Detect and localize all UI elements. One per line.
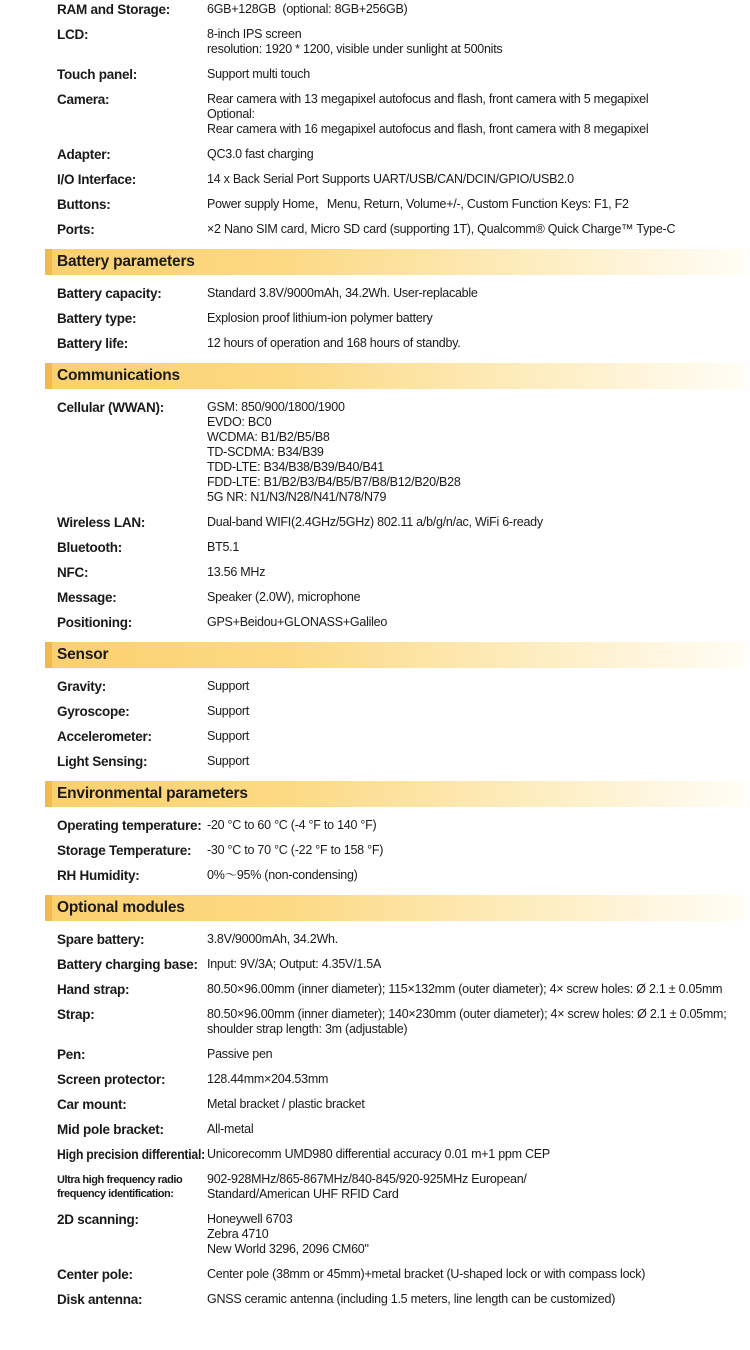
spec-value-cell xyxy=(207,1122,745,1137)
spec-label: Battery life: xyxy=(57,336,129,351)
spec-value-cell xyxy=(207,540,745,555)
spec-value-cell xyxy=(207,565,745,580)
spec-value-cell xyxy=(207,197,745,212)
spec-label: Ultra high frequency radio frequency identification: xyxy=(57,1174,183,1200)
spec-value-cell xyxy=(207,704,745,719)
spec-label: Cellular (WWAN): xyxy=(57,400,164,415)
spec-label: Screen protector: xyxy=(57,1072,166,1087)
spec-row xyxy=(57,1047,745,1062)
spec-value-line: 5G NR: N1/N3/N28/N41/N78/N79 xyxy=(207,490,387,504)
spec-value-cell xyxy=(207,679,745,694)
spec-label-cell xyxy=(57,704,207,719)
spec-row xyxy=(57,172,745,187)
spec-value-line: Rear camera with 16 megapixel autofocus and flash, front camera with 8 megapixel xyxy=(207,122,649,136)
spec-row xyxy=(57,222,745,237)
spec-label: High precision differential: xyxy=(57,1147,205,1162)
spec-label-cell xyxy=(57,1172,207,1202)
spec-value-cell xyxy=(207,1147,745,1162)
spec-label-cell xyxy=(57,515,207,530)
spec-value-line: Standard 3.8V/9000mAh, 34.2Wh. User-replacable xyxy=(207,286,478,300)
spec-label-cell xyxy=(57,27,207,57)
spec-value-cell xyxy=(207,311,745,326)
spec-label: Operating temperature: xyxy=(57,818,202,833)
spec-label-cell xyxy=(57,957,207,972)
spec-value-line: EVDO: BC0 xyxy=(207,415,272,429)
spec-value-line: Support xyxy=(207,704,250,718)
spec-label: Bluetooth: xyxy=(57,540,122,555)
spec-row xyxy=(57,1267,745,1282)
spec-value-cell xyxy=(207,336,745,351)
section-title: Battery parameters xyxy=(57,253,195,270)
spec-row xyxy=(57,679,745,694)
spec-value-line: Passive pen xyxy=(207,1047,273,1061)
spec-label-cell xyxy=(57,590,207,605)
spec-row xyxy=(57,1007,745,1037)
section-header xyxy=(45,895,745,921)
spec-label-cell xyxy=(57,172,207,187)
spec-label-cell xyxy=(57,92,207,137)
spec-value-cell xyxy=(207,982,745,997)
spec-value-cell xyxy=(207,590,745,605)
spec-row xyxy=(57,2,745,17)
spec-label-cell xyxy=(57,2,207,17)
spec-label-cell xyxy=(57,1072,207,1087)
spec-value-cell xyxy=(207,515,745,530)
section-header xyxy=(45,642,745,668)
spec-label-cell xyxy=(57,1122,207,1137)
spec-label-cell xyxy=(57,540,207,555)
spec-value-cell xyxy=(207,172,745,187)
spec-label-cell xyxy=(57,1267,207,1282)
spec-row xyxy=(57,1147,745,1162)
section-title: Optional modules xyxy=(57,899,185,916)
spec-value-line: 80.50×96.00mm (inner diameter); 115×132mm (outer diameter); 4× screw holes: Ø 2.1 ± 0.05mm xyxy=(207,982,723,996)
spec-label: Buttons: xyxy=(57,197,111,212)
spec-row xyxy=(57,400,745,505)
spec-value-cell xyxy=(207,754,745,769)
spec-value-cell xyxy=(207,1072,745,1087)
spec-value-line: 8-inch IPS screen xyxy=(207,27,302,41)
spec-row xyxy=(57,729,745,744)
spec-value-cell xyxy=(207,729,745,744)
spec-label: Spare battery: xyxy=(57,932,145,947)
spec-row xyxy=(57,590,745,605)
spec-value-line: 80.50×96.00mm (inner diameter); 140×230mm (outer diameter); 4× screw holes: Ø 2.1 ± 0.05mm; xyxy=(207,1007,727,1021)
spec-value-cell xyxy=(207,1007,745,1037)
spec-value-cell xyxy=(207,1097,745,1112)
spec-label-cell xyxy=(57,843,207,858)
spec-label: RH Humidity: xyxy=(57,868,140,883)
spec-row xyxy=(57,147,745,162)
spec-value-line: GNSS ceramic antenna (including 1.5 meters, line length can be customized) xyxy=(207,1292,616,1306)
spec-label: Ports: xyxy=(57,222,95,237)
spec-value-cell xyxy=(207,1212,745,1257)
spec-value-line: Speaker (2.0W), microphone xyxy=(207,590,361,604)
spec-label: NFC: xyxy=(57,565,89,580)
spec-value-line: shoulder strap length: 3m (adjustable) xyxy=(207,1022,408,1036)
spec-value-cell xyxy=(207,286,745,301)
spec-value-line: Power supply Home，Menu, Return, Volume+/-, Custom Function Keys: F1, F2 xyxy=(207,197,629,211)
spec-row xyxy=(57,1172,745,1202)
spec-value-line: Support xyxy=(207,679,250,693)
spec-row xyxy=(57,704,745,719)
spec-value-line: resolution: 1920 * 1200, visible under sunlight at 500nits xyxy=(207,42,503,56)
spec-label: Accelerometer: xyxy=(57,729,152,744)
spec-label: Gravity: xyxy=(57,679,107,694)
spec-label-cell xyxy=(57,868,207,883)
spec-label-cell xyxy=(57,615,207,630)
spec-value-cell xyxy=(207,843,745,858)
spec-value-cell xyxy=(207,2,745,17)
spec-label: Wireless LAN: xyxy=(57,515,146,530)
spec-row xyxy=(57,818,745,833)
spec-row xyxy=(57,1212,745,1257)
spec-value-line: Metal bracket / plastic bracket xyxy=(207,1097,365,1111)
section-title: Environmental parameters xyxy=(57,785,248,802)
spec-value-line: All-metal xyxy=(207,1122,254,1136)
spec-value-line: Rear camera with 13 megapixel autofocus and flash, front camera with 5 megapixel xyxy=(207,92,649,106)
spec-label: Mid pole bracket: xyxy=(57,1122,164,1137)
spec-label: Camera: xyxy=(57,92,110,107)
spec-row xyxy=(57,540,745,555)
spec-value-cell xyxy=(207,400,745,505)
spec-value-cell xyxy=(207,957,745,972)
spec-value-line: GPS+Beidou+GLONASS+Galileo xyxy=(207,615,388,629)
spec-value-line: Input: 9V/3A; Output: 4.35V/1.5A xyxy=(207,957,382,971)
spec-row xyxy=(57,92,745,137)
spec-label-cell xyxy=(57,729,207,744)
spec-label-cell xyxy=(57,932,207,947)
spec-row xyxy=(57,982,745,997)
spec-row xyxy=(57,843,745,858)
spec-row xyxy=(57,27,745,57)
spec-row xyxy=(57,932,745,947)
spec-label: Adapter: xyxy=(57,147,111,162)
spec-label: LCD: xyxy=(57,27,89,42)
spec-value-line: 902-928MHz/865-867MHz/840-845/920-925MHz European/ xyxy=(207,1172,527,1186)
spec-label-cell xyxy=(57,982,207,997)
spec-value-line: QC3.0 fast charging xyxy=(207,147,314,161)
spec-value-line: TD-SCDMA: B34/B39 xyxy=(207,445,324,459)
spec-label-cell xyxy=(57,1292,207,1307)
spec-value-line: Support multi touch xyxy=(207,67,310,81)
spec-value-line: ×2 Nano SIM card, Micro SD card (supporting 1T), Qualcomm® Quick Charge™ Type-C xyxy=(207,222,676,236)
spec-value-cell xyxy=(207,27,745,57)
spec-label-cell xyxy=(57,1097,207,1112)
spec-value-cell xyxy=(207,818,745,833)
spec-row xyxy=(57,1292,745,1307)
spec-value-cell xyxy=(207,222,745,237)
section-header xyxy=(45,249,745,275)
spec-value-line: -20 °C to 60 °C (-4 °F to 140 °F) xyxy=(207,818,377,832)
spec-value-line: Dual-band WIFI(2.4GHz/5GHz) 802.11 a/b/g/n/ac, WiFi 6-ready xyxy=(207,515,543,529)
spec-value-line: WCDMA: B1/B2/B5/B8 xyxy=(207,430,330,444)
spec-label-cell xyxy=(57,1047,207,1062)
spec-label: Strap: xyxy=(57,1007,95,1022)
spec-label-cell xyxy=(57,1147,207,1162)
section-header xyxy=(45,363,745,389)
spec-value-line: GSM: 850/900/1800/1900 xyxy=(207,400,345,414)
spec-label-cell xyxy=(57,1212,207,1257)
spec-label: Touch panel: xyxy=(57,67,137,82)
spec-label-cell xyxy=(57,311,207,326)
spec-value-line: 6GB+128GB (optional: 8GB+256GB) xyxy=(207,2,408,16)
spec-value-line: FDD-LTE: B1/B2/B3/B4/B5/B7/B8/B12/B20/B28 xyxy=(207,475,461,489)
spec-value-line: Honeywell 6703 xyxy=(207,1212,293,1226)
spec-row xyxy=(57,197,745,212)
spec-value-line: -30 °C to 70 °C (-22 °F to 158 °F) xyxy=(207,843,384,857)
spec-row xyxy=(57,515,745,530)
spec-label-cell xyxy=(57,1007,207,1037)
spec-label: Positioning: xyxy=(57,615,132,630)
spec-label: Pen: xyxy=(57,1047,86,1062)
spec-value-line: Support xyxy=(207,754,250,768)
spec-value-line: Support xyxy=(207,729,250,743)
spec-value-line: Center pole (38mm or 45mm)+metal bracket (U-shaped lock or with compass lock) xyxy=(207,1267,646,1281)
spec-label: Gyroscope: xyxy=(57,704,130,719)
spec-label-cell xyxy=(57,400,207,505)
spec-row xyxy=(57,868,745,883)
spec-label: I/O Interface: xyxy=(57,172,137,187)
spec-label-cell xyxy=(57,336,207,351)
spec-value-line: 3.8V/9000mAh, 34.2Wh. xyxy=(207,932,338,946)
spec-label-cell xyxy=(57,679,207,694)
spec-value-line: 13.56 MHz xyxy=(207,565,266,579)
spec-row xyxy=(57,615,745,630)
spec-label-cell xyxy=(57,286,207,301)
spec-label: Center pole: xyxy=(57,1267,133,1282)
spec-value-cell xyxy=(207,1047,745,1062)
spec-row xyxy=(57,311,745,326)
spec-label: Battery charging base: xyxy=(57,957,198,972)
spec-label-cell xyxy=(57,197,207,212)
spec-label: Disk antenna: xyxy=(57,1292,143,1307)
spec-value-line: Unicorecomm UMD980 differential accuracy 0.01 m+1 ppm CEP xyxy=(207,1147,550,1161)
spec-label: Hand strap: xyxy=(57,982,130,997)
spec-value-cell xyxy=(207,92,745,137)
spec-value-line: Zebra 4710 xyxy=(207,1227,269,1241)
spec-value-cell xyxy=(207,932,745,947)
spec-label: Battery capacity: xyxy=(57,286,162,301)
spec-row xyxy=(57,336,745,351)
spec-value-cell xyxy=(207,1172,745,1202)
spec-row xyxy=(57,286,745,301)
spec-value-cell xyxy=(207,1292,745,1307)
spec-label-cell xyxy=(57,222,207,237)
spec-value-line: Optional: xyxy=(207,107,255,121)
spec-label: Car mount: xyxy=(57,1097,127,1112)
spec-row xyxy=(57,1097,745,1112)
spec-row xyxy=(57,957,745,972)
spec-value-line: TDD-LTE: B34/B38/B39/B40/B41 xyxy=(207,460,384,474)
spec-value-line: New World 3296, 2096 CM60" xyxy=(207,1242,369,1256)
section-header xyxy=(45,781,745,807)
section-title: Communications xyxy=(57,367,180,384)
spec-row xyxy=(57,754,745,769)
spec-label: Storage Temperature: xyxy=(57,843,192,858)
spec-label-cell xyxy=(57,565,207,580)
spec-label-cell xyxy=(57,818,207,833)
spec-label: Battery type: xyxy=(57,311,137,326)
spec-row xyxy=(57,1122,745,1137)
spec-value-line: 128.44mm×204.53mm xyxy=(207,1072,329,1086)
spec-value-line: Standard/American UHF RFID Card xyxy=(207,1187,399,1201)
spec-label: Message: xyxy=(57,590,117,605)
spec-value-cell xyxy=(207,147,745,162)
spec-row xyxy=(57,565,745,580)
spec-row xyxy=(57,1072,745,1087)
spec-value-line: 14 x Back Serial Port Supports UART/USB/CAN/DCIN/GPIO/USB2.0 xyxy=(207,172,574,186)
spec-label-cell xyxy=(57,754,207,769)
spec-row xyxy=(57,67,745,82)
spec-value-cell xyxy=(207,67,745,82)
spec-value-line: 0%～95% (non-condensing) xyxy=(207,868,358,882)
spec-value-cell xyxy=(207,1267,745,1282)
spec-label: Light Sensing: xyxy=(57,754,148,769)
spec-label-cell xyxy=(57,147,207,162)
spec-value-cell xyxy=(207,868,745,883)
spec-value-cell xyxy=(207,615,745,630)
spec-label-cell xyxy=(57,67,207,82)
section-title: Sensor xyxy=(57,646,109,663)
spec-value-line: 12 hours of operation and 168 hours of standby. xyxy=(207,336,461,350)
spec-label: 2D scanning: xyxy=(57,1212,139,1227)
spec-value-line: BT5.1 xyxy=(207,540,240,554)
spec-value-line: Explosion proof lithium-ion polymer battery xyxy=(207,311,433,325)
spec-label: RAM and Storage: xyxy=(57,2,171,17)
